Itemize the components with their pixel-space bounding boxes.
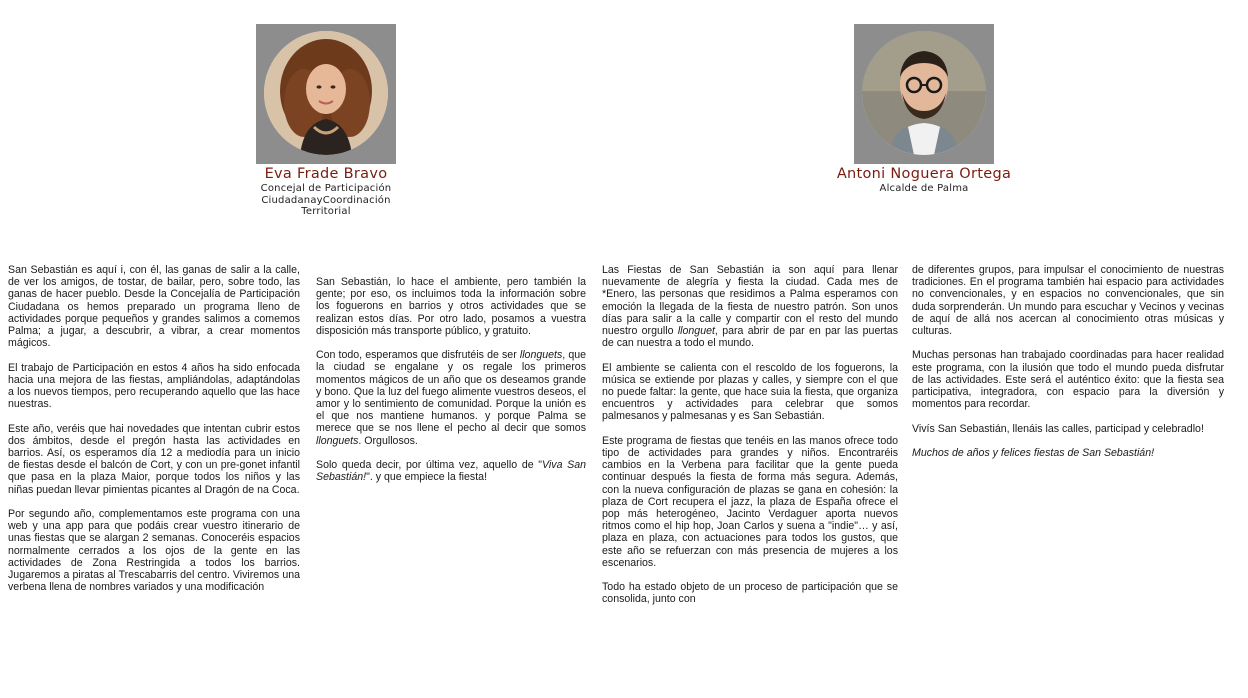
- paragraph-text: San Sebastián es aquí i, con él, las ganas de salir a la calle, de ver los amigos, de tostar, de bailar, pero, sobre todo, las ganas de hacer pueblo. Desde la Concejalía de Participación Ciudadana os hemos preparado un programa lleno de actividades porque pequeños y grandes salimos a comemos Palma; a jugar, a descubrir, a vibrar, a crear momentos mágicos.: [8, 264, 300, 350]
- paragraph: [912, 349, 1224, 410]
- italic-text: Muchos de años y felices fiestas de San Sebastián!: [912, 447, 1155, 459]
- paragraph-text: Vivís San Sebastián, llenáis las calles, participad y celebradlo!: [912, 422, 1204, 435]
- paragraph-text: Todo ha estado objeto de un proceso de participación que se consolida, junto con: [602, 581, 898, 606]
- paragraph: [602, 435, 898, 569]
- paragraph-text: Solo queda decir, por última vez, aquello de ": [316, 459, 543, 472]
- portrait-frame: [256, 24, 396, 164]
- paragraph: [316, 276, 586, 337]
- italic-text: llonguet: [677, 325, 715, 338]
- paragraph: [912, 264, 1224, 337]
- paragraph: [602, 362, 898, 423]
- paragraph-text: San Sebastián, lo hace el ambiente, pero también la gente; por eso, os incluimos toda la información sobre los foguerons en barrios y otros actividades que se realizan estos días. Por otro lado, posamos a vuestra disposición más transporte público, y gratuito.: [316, 276, 586, 337]
- man-portrait-photo: [862, 31, 986, 155]
- paragraph-text: Con todo, esperamos que disfrutéis de ser: [316, 349, 520, 362]
- paragraph-text: Este año, veréis que hai novedades que intentan cubrir estos dos ámbitos, desde el pregón hasta las actividades en barrios. Así, os esperamos día 12 a mediodía para un inicio de fiestas desde el balcón de Cort, y con un pre-gonet infantil que pasa en la plaza Maior, porque todos los niños y las niñas puedan llevar pimientas picantes al Dragón de na Coca.: [8, 422, 300, 496]
- profile-name: Eva Frade Bravo: [264, 166, 388, 182]
- paragraph-text: de diferentes grupos, para impulsar el conocimiento de nuestras tradiciones. En el programa también hai espacio para actividades no convencionales, y en espacios no convencionales, que sin duda sorprenderán. Un mundo para escuchar y Vecinos y vecinas de aquí de allá nos acercan al conocimiento otras músicas y culturas.: [912, 264, 1224, 338]
- profile-antoni-noguera: [814, 24, 1034, 195]
- profile-role-line: Alcalde de Palma: [879, 183, 969, 194]
- paragraph: [316, 349, 586, 447]
- paragraph-text: El ambiente se calienta con el rescoldo de los foguerons, la música se extiende por plazas y calles, y siempre con el que no puede faltar: la gente, que hace suia la fiesta, que organiza encuentros y actividades para celebrar que somos palmesanos y palmesanas y es San Sebastián.: [602, 361, 898, 423]
- text-column-3: [602, 264, 898, 618]
- profile-role-line: Concejal de Participación: [260, 183, 392, 194]
- paragraph-text: , para abrir de par en par las puertas de can nuestra a todo el mundo.: [602, 325, 898, 350]
- italic-text: llonguets: [519, 349, 563, 362]
- paragraph-text: Por segundo año, complementamos este programa con una web y una app para que podáis crear vuestro itinerario de unas fiestas que se alargan 2 semanas. Conoceréis espacios normalmente cerrados a los ojos de la gente en las actividades de Zona Restringida a todos los barrios. Jugaremos a piratas al Trescabarris del centro. Viviremos una verbena llena de nombres variados y una modificación: [8, 508, 300, 594]
- paragraph: [8, 508, 300, 593]
- paragraph: [912, 423, 1224, 435]
- profile-eva-frade: [216, 24, 436, 218]
- text-column-1: [8, 264, 300, 606]
- paragraph: [602, 264, 898, 349]
- paragraph-text: ". y que empiece la fiesta!: [366, 471, 488, 484]
- portrait-frame: [854, 24, 994, 164]
- paragraph: [602, 581, 898, 605]
- italic-text: Viva San Sebastián!: [316, 459, 586, 484]
- paragraph-text: El trabajo de Participación en estos 4 años ha sido enfocada hacia una mejora de las fiestas, ampliándolas, adaptándolas a los nuevos tiempos, pero recuperando aquello que las hace nuestras.: [8, 361, 300, 411]
- woman-portrait-photo: [264, 31, 388, 155]
- italic-text: llonguets: [316, 434, 359, 447]
- paragraph-text: , que la ciudad se engalane y os regale los primeros momentos mágicos de un año que os deseamos grande y bono. Que la luz del fuego alimente vuestros deseos, el amor y lo sentimiento de comunidad. Porque la unión es el que nos mantiene humanos. y porque Palma se merece que se nos llene el pecho al decir que somos: [316, 349, 586, 435]
- text-column-2: [316, 276, 586, 496]
- paragraph: [316, 459, 586, 483]
- paragraph-text: Este programa de fiestas que tenéis en las manos ofrece todo tipo de actividades para grandes y niños. Encontraréis cambios en la Verbena para facilitar que la gente pueda continuar después la fiesta de forma más segura. Además, con la nueva configuración de plazas se gana en cohesión: la plaza de Cort recupera el jazz, la plaza de España ofrece el pop más heterogéneo, Jacinto Verdaguer aporta nuevos ritmos como el hip hop, Joan Carlos y suena a "indie"… y así, plaza en plaza, con actuaciones para todos los gustos, que este año se refuerzan con más presencia de mujeres a los escenarios.: [602, 434, 898, 569]
- paragraph: [8, 264, 300, 349]
- profile-role-line: CiudadanayCoordinación: [261, 194, 391, 206]
- paragraph-text: Muchas personas han trabajado coordinadas para hacer realidad este programa, con la ilusión que todo el mundo pueda disfrutar de las actividades. Este será el auténtico éxito: que la fiesta sea participativa, integradora, con espacio para la diversión y momentos para recordar.: [912, 349, 1224, 411]
- paragraph: [8, 362, 300, 411]
- paragraph-text: . Orgullosos.: [358, 434, 418, 447]
- profile-name: Antoni Noguera Ortega: [836, 166, 1012, 182]
- paragraph: [912, 447, 1224, 459]
- profile-role-line: Territorial: [301, 206, 351, 217]
- paragraph-text: Las Fiestas de San Sebastián ia son aquí para llenar nuevamente de alegría y fiesta la ciudad. Cada mes de *Enero, las personas que residimos a Palma esperamos con emoción la llegada de la fiesta de nuestro patrón. Son unos días para salir a la calle y compartir con el resto del mundo nuestro orgullo: [602, 264, 898, 338]
- text-column-4: [912, 264, 1224, 471]
- paragraph: [8, 423, 300, 496]
